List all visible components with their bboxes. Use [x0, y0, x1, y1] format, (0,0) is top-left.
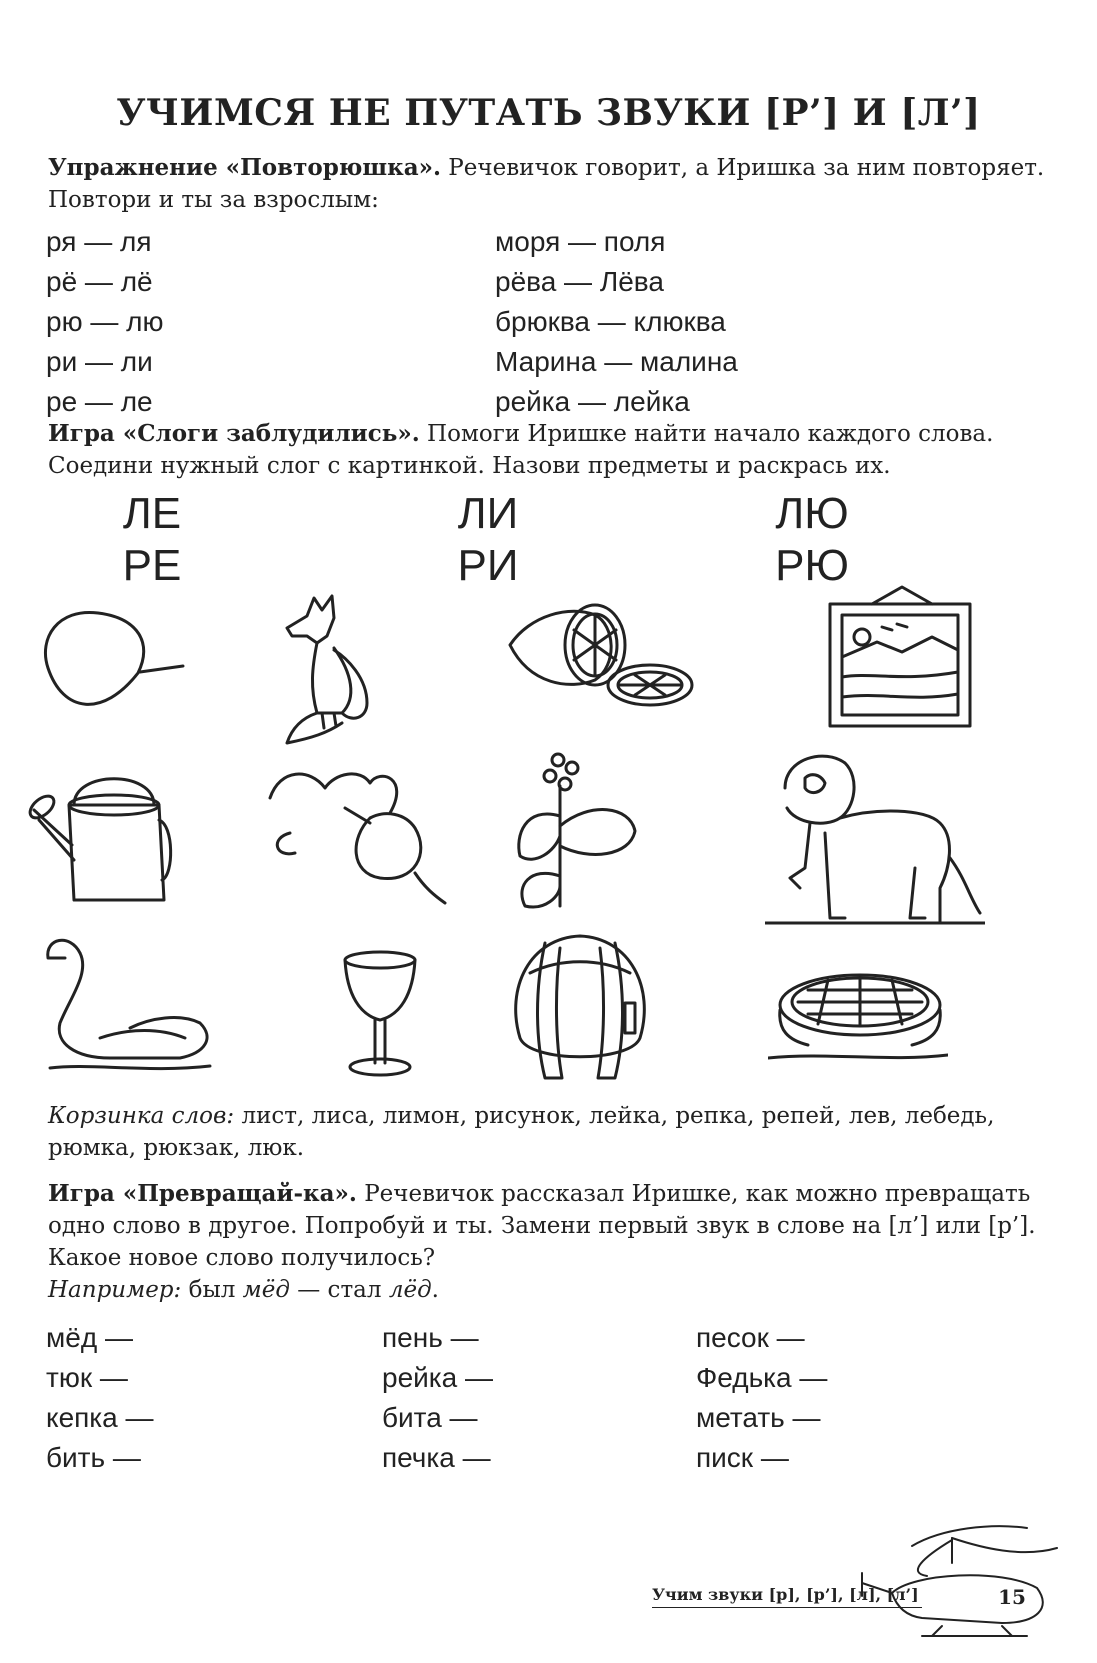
word-basket — [20, 1100, 1060, 1164]
list-item: песок — — [696, 1322, 805, 1353]
list-item: Федька — — [696, 1362, 828, 1393]
words-column-1 — [46, 1318, 154, 1478]
footer-section-title: Учим звуки [р], [р’], [л], [л’] — [652, 1585, 922, 1608]
list-item: ре — ле — [46, 386, 153, 417]
list-item: рё — лё — [46, 266, 153, 297]
list-item: печка — — [382, 1442, 491, 1473]
syllable-pairs-list — [46, 222, 163, 422]
backpack-picture — [500, 928, 660, 1093]
example-text: был — [181, 1277, 243, 1303]
helicopter-icon — [852, 1518, 1067, 1643]
exercise-2-text: Помоги Иришке найти начало каждого слова. Соедини нужный слог с картинкой. Назови предметы и раскрась их. — [48, 421, 994, 479]
syllable-group-lyu-ryu — [752, 488, 872, 592]
glass-picture — [335, 945, 425, 1085]
exercise-3-example — [20, 1274, 1060, 1306]
syllable-group-le-re — [92, 488, 212, 592]
word-pairs-list — [495, 222, 738, 422]
list-item: рёва — Лёва — [495, 266, 664, 297]
syllable-group-li-ri — [428, 488, 548, 592]
word-basket-text: лист, лиса, лимон, рисунок, лейка, репка, репей, лев, лебедь, рюмка, рюкзак, люк. — [48, 1103, 995, 1161]
page-title: УЧИМСЯ НЕ ПУТАТЬ ЗВУКИ [Р’] И [Л’] — [116, 92, 981, 134]
exercise-3-text: Речевичок рассказал Иришке, как можно превращать одно слово в другое. Попробуй и ты. Замени первый звук в слове на [л’] или [р’]. Какое новое слово получилось? — [48, 1181, 1036, 1271]
fox-picture — [272, 588, 392, 753]
words-column-2 — [382, 1318, 493, 1478]
syllable-bottom: РЕ — [122, 541, 182, 590]
list-item: Марина — малина — [495, 346, 738, 377]
list-item: писк — — [696, 1442, 789, 1473]
list-item: моря — поля — [495, 226, 666, 257]
page-number: 15 — [998, 1585, 1026, 1609]
list-item: брюква — клюква — [495, 306, 726, 337]
words-column-3 — [696, 1318, 827, 1478]
example-text: . — [431, 1277, 439, 1303]
syllable-bottom: РИ — [457, 541, 519, 590]
syllable-top: ЛЕ — [122, 489, 182, 538]
example-label: Например: — [48, 1277, 182, 1303]
example-word: лёд — [388, 1277, 432, 1303]
list-item: бита — — [382, 1402, 478, 1433]
hatch-picture — [768, 960, 948, 1070]
example-text: — стал — [289, 1277, 389, 1303]
list-item: кепка — — [46, 1402, 154, 1433]
burdock-picture — [510, 746, 650, 921]
list-item: рейка — — [382, 1362, 494, 1393]
list-item: ря — ля — [46, 226, 152, 257]
syllable-top: ЛЮ — [775, 489, 849, 538]
exercise-3-instructions — [20, 1178, 1060, 1306]
word-basket-label: Корзинка слов: — [48, 1103, 235, 1129]
exercise-1-text: Речевичок говорит, а Иришка за ним повторяет. Повтори и ты за взрослым: — [48, 155, 1045, 213]
list-item: тюк — — [46, 1362, 128, 1393]
turnip-picture — [250, 758, 450, 913]
watering-can-picture — [14, 765, 174, 920]
example-word: мёд — [242, 1277, 290, 1303]
swan-picture — [40, 928, 220, 1083]
list-item: метать — — [696, 1402, 821, 1433]
exercise-2-instructions — [20, 418, 1060, 482]
exercise-2-heading: Игра «Слоги заблудились». — [48, 420, 420, 447]
list-item: мёд — — [46, 1322, 133, 1353]
list-item: бить — — [46, 1442, 141, 1473]
list-item: рейка — лейка — [495, 386, 690, 417]
lemon-picture — [500, 590, 700, 725]
exercise-1-instructions — [20, 152, 1060, 216]
list-item: рю — лю — [46, 306, 164, 337]
syllable-top: ЛИ — [457, 489, 519, 538]
framed-picture — [822, 582, 982, 737]
exercise-1-heading: Упражнение «Повторюшка». — [48, 154, 441, 181]
leaf-picture — [28, 598, 198, 733]
syllable-bottom: РЮ — [775, 541, 849, 590]
list-item: ри — ли — [46, 346, 153, 377]
list-item: пень — — [382, 1322, 479, 1353]
exercise-3-heading: Игра «Превращай-ка». — [48, 1180, 357, 1207]
lion-picture — [765, 748, 985, 933]
